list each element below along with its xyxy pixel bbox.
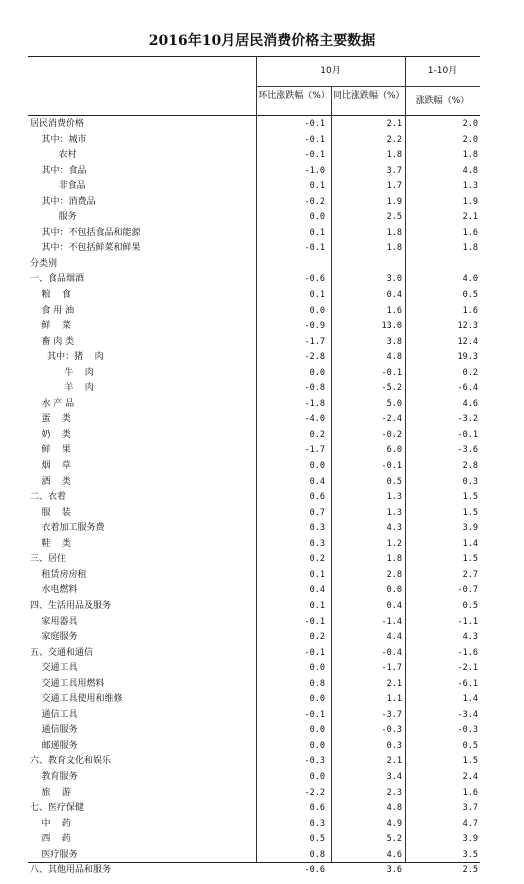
table-row [28, 288, 480, 304]
table-row [28, 646, 480, 662]
cell-mom: 0.1 [309, 181, 325, 192]
table-row [28, 863, 480, 879]
cell-ytd: -3.6 [457, 445, 478, 456]
cell-yoy: 0.4 [386, 600, 402, 611]
row-label: 三、居住 [30, 554, 67, 565]
cell-ytd: -2.1 [457, 663, 478, 674]
cell-ytd: 3.5 [462, 849, 478, 860]
cell-ytd: -3.4 [457, 709, 478, 720]
cell-ytd: 1.5 [462, 507, 478, 518]
row-label: 粮 食 [30, 290, 71, 301]
cell-yoy: -0.1 [381, 461, 402, 472]
table-row [28, 661, 480, 677]
table-row [28, 164, 480, 180]
table-row [28, 179, 480, 195]
cell-mom: -0.6 [304, 274, 325, 285]
table-row [28, 583, 480, 599]
cell-mom: 0.1 [309, 290, 325, 301]
cell-mom: -1.7 [304, 336, 325, 347]
row-label: 通信工具 [30, 709, 78, 720]
cell-yoy: 1.3 [386, 492, 402, 503]
cell-mom: 0.0 [309, 305, 325, 316]
page-title: 2016年10月居民消费价格主要数据 [148, 33, 376, 49]
row-label: 其中：不包括鲜菜和鲜果 [30, 243, 141, 254]
cell-mom: 0.1 [309, 600, 325, 611]
cell-ytd: -6.1 [457, 678, 478, 689]
row-label: 其中：消费品 [30, 196, 96, 207]
cell-yoy: -1.7 [381, 663, 402, 674]
cell-yoy: 2.8 [386, 569, 402, 580]
cell-mom: -0.2 [304, 196, 325, 207]
header-col-mom: 环比涨跌幅（%） [258, 91, 330, 101]
row-label: 酒 类 [30, 476, 71, 487]
cell-ytd: -6.4 [457, 383, 478, 394]
cell-ytd: 2.5 [462, 865, 478, 876]
row-label: 蛋 类 [30, 414, 71, 425]
row-label: 食 用 油 [30, 305, 75, 316]
table-row [28, 133, 480, 149]
row-label: 鲜 菜 [30, 321, 71, 332]
cell-mom: 0.8 [309, 849, 325, 860]
cell-yoy: 2.5 [386, 212, 402, 223]
table-row [28, 304, 480, 320]
row-label: 一、食品烟酒 [30, 274, 85, 285]
cell-ytd: 1.4 [462, 538, 478, 549]
cell-yoy: 4.9 [386, 818, 402, 829]
row-label: 羊 肉 [30, 383, 94, 394]
cell-mom: 0.0 [309, 663, 325, 674]
row-label: 八、其他用品和服务 [30, 865, 112, 876]
cell-yoy: 1.3 [386, 507, 402, 518]
row-label: 七、医疗保健 [30, 803, 85, 814]
cell-yoy: 2.1 [386, 678, 402, 689]
row-label: 家用器具 [30, 616, 78, 627]
cell-yoy: 1.8 [386, 150, 402, 161]
table-row [28, 754, 480, 770]
cell-ytd: 4.3 [462, 632, 478, 643]
cell-yoy: 2.3 [386, 787, 402, 798]
cell-mom: -0.1 [304, 134, 325, 145]
row-label: 服务 [30, 212, 77, 223]
row-label: 奶 类 [30, 429, 71, 440]
table-row [28, 412, 480, 428]
cell-mom: 0.3 [309, 818, 325, 829]
cell-mom: 0.2 [309, 429, 325, 440]
cell-mom: 0.6 [309, 492, 325, 503]
row-label: 医疗服务 [30, 849, 78, 860]
cell-yoy: 3.0 [386, 274, 402, 285]
cell-yoy: 4.6 [386, 849, 402, 860]
cell-ytd: 12.4 [457, 336, 478, 347]
cell-yoy: 5.0 [386, 398, 402, 409]
row-label: 交通工具用燃料 [30, 678, 105, 689]
cell-ytd: 2.0 [462, 134, 478, 145]
cell-mom: -0.1 [304, 119, 325, 129]
cell-ytd: 4.0 [462, 274, 478, 285]
cell-yoy: 1.1 [386, 694, 402, 705]
cell-mom: -1.8 [304, 398, 325, 409]
row-label: 畜 肉 类 [30, 336, 75, 347]
row-label: 分类别 [30, 258, 58, 269]
cell-ytd: 3.7 [462, 803, 478, 814]
cell-ytd: 19.3 [457, 352, 478, 363]
table-row [28, 272, 480, 288]
cell-ytd: 1.5 [462, 554, 478, 565]
cell-ytd: 0.5 [462, 600, 478, 611]
cell-yoy: 0.3 [386, 740, 402, 751]
table-row [28, 786, 480, 802]
table-row [28, 568, 480, 584]
cell-yoy: 1.8 [386, 554, 402, 565]
row-label: 农村 [30, 150, 77, 161]
cell-yoy: 3.8 [386, 336, 402, 347]
cell-mom: -0.9 [304, 321, 325, 332]
table-row [28, 599, 480, 615]
cell-mom: 0.0 [309, 694, 325, 705]
row-label: 交通工具 [30, 663, 78, 674]
cell-mom: -0.1 [304, 616, 325, 627]
cell-ytd: 1.3 [462, 181, 478, 192]
cell-mom: 0.0 [309, 771, 325, 782]
header-group-rule [256, 86, 480, 87]
cell-ytd: 0.5 [462, 290, 478, 301]
cell-yoy: -2.4 [381, 414, 402, 425]
cell-ytd: 3.9 [462, 834, 478, 845]
cell-ytd: 1.6 [462, 227, 478, 238]
row-label: 邮递服务 [30, 740, 78, 751]
cell-ytd: -1.6 [457, 647, 478, 658]
table-row [28, 615, 480, 631]
cell-ytd: 1.6 [462, 305, 478, 316]
cell-yoy: 4.4 [386, 632, 402, 643]
cell-yoy: 5.2 [386, 834, 402, 845]
cell-ytd: 4.7 [462, 818, 478, 829]
cell-ytd: 1.8 [462, 243, 478, 254]
cell-ytd: 0.5 [462, 740, 478, 751]
header-group-ytd: 1-10月 [427, 66, 458, 76]
table-header-bottom-rule [28, 115, 480, 116]
table-row [28, 335, 480, 351]
cell-yoy: -0.4 [381, 647, 402, 658]
cell-mom: -2.2 [304, 787, 325, 798]
cell-mom: 0.3 [309, 523, 325, 534]
cell-mom: -0.1 [304, 709, 325, 720]
cell-mom: 0.0 [309, 461, 325, 472]
row-label: 交通工具使用和维修 [30, 694, 123, 705]
cell-mom: 0.6 [309, 803, 325, 814]
table-row [28, 443, 480, 459]
cell-ytd: 12.3 [457, 321, 478, 332]
table-row [28, 226, 480, 242]
table-row [28, 723, 480, 739]
cell-ytd: 2.0 [462, 119, 478, 129]
cell-mom: -4.0 [304, 414, 325, 425]
cell-ytd: -3.2 [457, 414, 478, 425]
cell-mom: 0.5 [309, 834, 325, 845]
row-label: 其中：城市 [30, 134, 87, 145]
cell-yoy: -1.4 [381, 616, 402, 627]
table-row [28, 692, 480, 708]
cell-yoy: 2.1 [386, 119, 402, 129]
cell-mom: 0.8 [309, 678, 325, 689]
cell-yoy: 13.0 [381, 321, 402, 332]
cell-ytd: 2.7 [462, 569, 478, 580]
row-label: 租赁房房租 [30, 569, 87, 580]
cell-mom: -1.7 [304, 445, 325, 456]
row-label: 教育服务 [30, 771, 78, 782]
row-label: 西 药 [30, 834, 71, 845]
cell-ytd: 1.6 [462, 787, 478, 798]
cell-mom: 0.0 [309, 740, 325, 751]
cell-ytd: -0.1 [457, 429, 478, 440]
table-row [28, 381, 480, 397]
cell-ytd: 4.8 [462, 165, 478, 176]
cell-mom: -2.8 [304, 352, 325, 363]
cell-ytd: 1.5 [462, 492, 478, 503]
cell-ytd: 2.8 [462, 461, 478, 472]
cell-yoy: 0.0 [386, 585, 402, 596]
cell-mom: -0.6 [304, 865, 325, 876]
cell-yoy: 1.9 [386, 196, 402, 207]
row-label: 鲜 果 [30, 445, 71, 456]
cell-yoy: 2.2 [386, 134, 402, 145]
row-label: 非食品 [30, 181, 86, 192]
table-row [28, 117, 480, 133]
row-label: 通信服务 [30, 725, 78, 736]
table-row [28, 366, 480, 382]
row-label: 六、教育文化和娱乐 [30, 756, 112, 767]
cell-mom: 0.7 [309, 507, 325, 518]
cell-ytd: 1.4 [462, 694, 478, 705]
row-label: 水 产 品 [30, 398, 75, 409]
row-label: 居民消费价格 [30, 119, 85, 129]
cell-mom: 0.0 [309, 212, 325, 223]
table-top-rule [28, 56, 480, 57]
cell-ytd: 2.4 [462, 771, 478, 782]
cell-yoy: 6.0 [386, 445, 402, 456]
header-col-ytd: 涨跌幅（%） [415, 96, 470, 106]
cell-mom: 0.1 [309, 569, 325, 580]
table-row [28, 770, 480, 786]
cell-yoy: 3.6 [386, 865, 402, 876]
row-label: 其中：食品 [30, 165, 87, 176]
cell-mom: 0.2 [309, 554, 325, 565]
cell-mom: 0.0 [309, 725, 325, 736]
table-row [28, 677, 480, 693]
cell-yoy: 4.8 [386, 352, 402, 363]
cell-mom: 0.3 [309, 538, 325, 549]
table-row [28, 506, 480, 522]
cell-ytd: 4.6 [462, 398, 478, 409]
cell-ytd: 0.2 [462, 367, 478, 378]
table-row [28, 195, 480, 211]
cell-yoy: 0.5 [386, 476, 402, 487]
table-row [28, 459, 480, 475]
cell-yoy: -0.2 [381, 429, 402, 440]
table-row [28, 350, 480, 366]
cell-ytd: 1.9 [462, 196, 478, 207]
cell-yoy: 0.4 [386, 290, 402, 301]
table-row [28, 630, 480, 646]
cell-mom: -0.1 [304, 150, 325, 161]
table-row [28, 428, 480, 444]
table-row [28, 319, 480, 335]
row-label: 五、交通和通信 [30, 647, 94, 658]
row-label: 牛 肉 [30, 367, 94, 378]
cell-mom: -0.1 [304, 243, 325, 254]
table-row [28, 739, 480, 755]
cell-yoy: 3.7 [386, 165, 402, 176]
cell-ytd: 3.9 [462, 523, 478, 534]
cell-mom: -0.1 [304, 647, 325, 658]
header-col-yoy: 同比涨跌幅（%） [333, 91, 405, 101]
cell-yoy: -5.2 [381, 383, 402, 394]
table-row [28, 552, 480, 568]
table-row [28, 708, 480, 724]
row-label: 四、生活用品及服务 [30, 600, 112, 611]
cell-mom: -0.8 [304, 383, 325, 394]
cell-yoy: 2.1 [386, 756, 402, 767]
cell-yoy: -3.7 [381, 709, 402, 720]
cell-yoy: 1.7 [386, 181, 402, 192]
row-label: 其中：不包括食品和能源 [30, 227, 141, 238]
cell-mom: 0.0 [309, 367, 325, 378]
cell-mom: -1.0 [304, 165, 325, 176]
table-row [28, 210, 480, 226]
row-label: 二、衣着 [30, 492, 67, 503]
cell-yoy: 3.4 [386, 771, 402, 782]
cell-yoy: 1.8 [386, 243, 402, 254]
table-row [28, 801, 480, 817]
table-row [28, 475, 480, 491]
row-label: 鞋 类 [30, 538, 71, 549]
row-label: 中 药 [30, 818, 71, 829]
table-row [28, 848, 480, 864]
cell-mom: -0.3 [304, 756, 325, 767]
cell-ytd: 0.3 [462, 476, 478, 487]
cell-yoy: -0.1 [381, 367, 402, 378]
table-row [28, 817, 480, 833]
row-label: 服 装 [30, 507, 71, 518]
row-label: 旅 游 [30, 787, 71, 798]
row-label: 家庭服务 [30, 632, 78, 643]
data-rows [28, 117, 480, 879]
table-row [28, 148, 480, 164]
table-row [28, 241, 480, 257]
cell-yoy: 4.8 [386, 803, 402, 814]
row-label: 衣着加工服务费 [30, 523, 105, 534]
table-row [28, 257, 480, 273]
table-row [28, 521, 480, 537]
cell-ytd: 1.8 [462, 150, 478, 161]
cell-mom: 0.2 [309, 632, 325, 643]
cell-yoy: 4.3 [386, 523, 402, 534]
table-row [28, 537, 480, 553]
cell-mom: 0.1 [309, 227, 325, 238]
header-group-oct: 10月 [320, 66, 341, 76]
cell-ytd: -0.7 [457, 585, 478, 596]
cell-mom: 0.4 [309, 585, 325, 596]
row-label: 其中：猪 肉 [30, 352, 104, 363]
cell-mom: 0.4 [309, 476, 325, 487]
cell-yoy: 1.8 [386, 227, 402, 238]
cell-yoy: 1.2 [386, 538, 402, 549]
row-label: 烟 草 [30, 461, 71, 472]
table-row [28, 832, 480, 848]
table-row [28, 397, 480, 413]
cell-ytd: 2.1 [462, 212, 478, 223]
cell-yoy: 1.6 [386, 305, 402, 316]
table-row [28, 490, 480, 506]
cell-yoy: -0.3 [381, 725, 402, 736]
cell-ytd: -1.1 [457, 616, 478, 627]
row-label: 水电燃料 [30, 585, 78, 596]
cell-ytd: 1.5 [462, 756, 478, 767]
cell-ytd: -0.3 [457, 725, 478, 736]
